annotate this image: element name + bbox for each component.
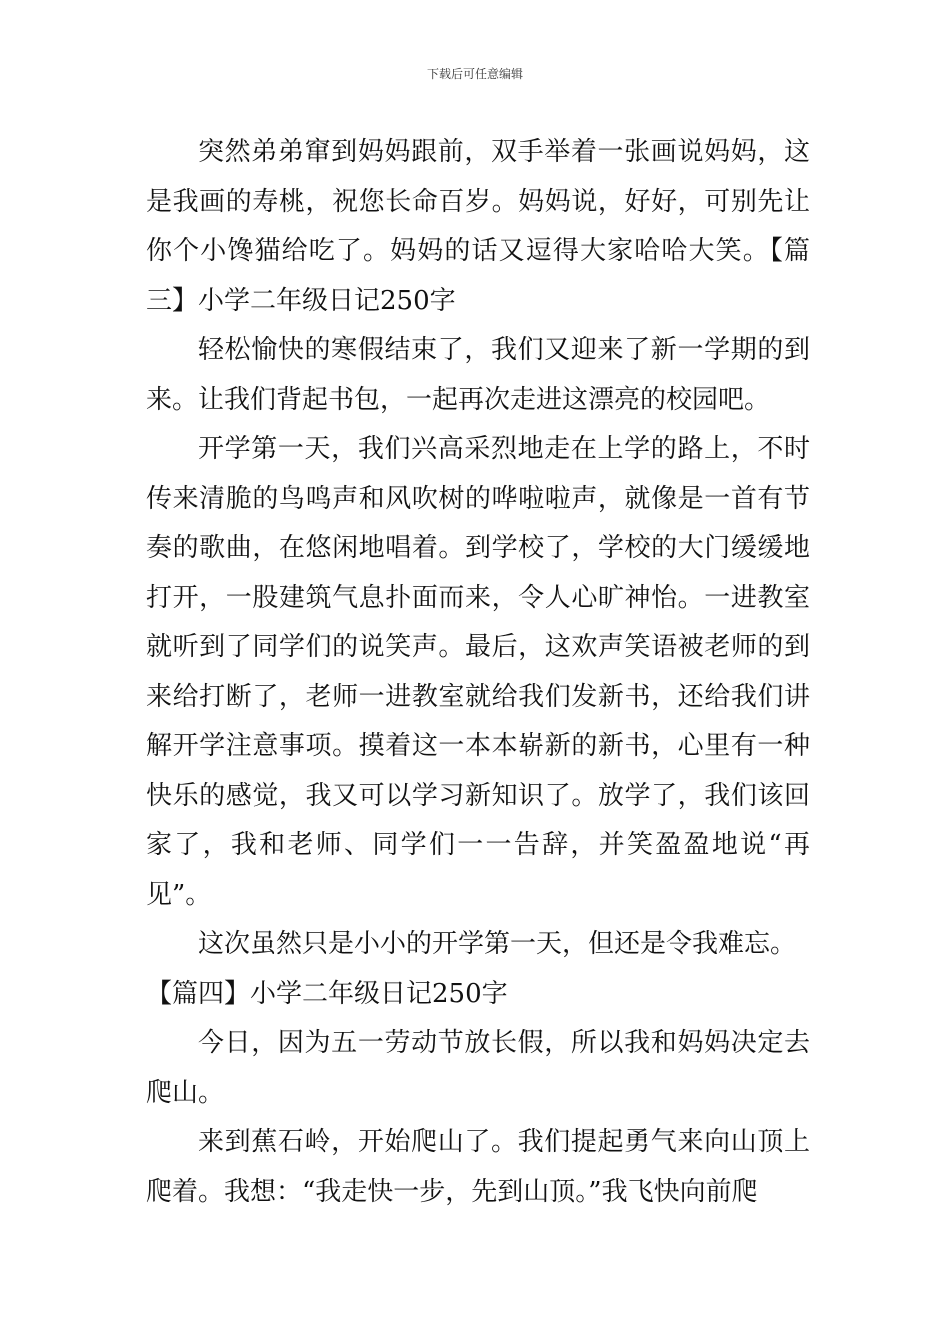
paragraph-1: 突然弟弟窜到妈妈跟前，双手举着一张画说妈妈，这是我画的寿桃，祝您长命百岁。妈妈说，好好，可别先让你个小馋猫给吃了。妈妈的话又逗得大家哈哈大笑。【篇三】小学二年级日记250字	[146, 137, 810, 316]
paragraph-6: 来到蕉石岭，开始爬山了。我们提起勇气来向山顶上爬着。我想：“我走快一步，先到山顶。”我飞快向前爬	[146, 1127, 810, 1207]
paragraph-3: 开学第一天，我们兴高采烈地走在上学的路上，不时传来清脆的鸟鸣声和风吹树的哗啦啦声，就像是一首有节奏的歌曲，在悠闲地唱着。到学校了，学校的大门缓缓地打开，一股建筑气息扑面而来，令人心旷神怡。一进教室就听到了同学们的说笑声。最后，这欢声笑语被老师的到来给打断了，老师一进教室就给我们发新书，还给我们讲解开学注意事项。摸着这一本本崭新的新书，心里有一种快乐的感觉，我又可以学习新知识了。放学了，我们该回家了，我和老师、同学们一一告辞，并笑盈盈地说“再见”。	[146, 434, 810, 910]
page-header: 下载后可任意编辑	[426, 67, 523, 81]
paragraph-4: 这次虽然只是小小的开学第一天，但还是令我难忘。	[198, 929, 797, 959]
paragraph-2: 轻松愉快的寒假结束了，我们又迎来了新一学期的到来。让我们背起书包，一起再次走进这漂亮的校园吧。	[146, 335, 810, 415]
section-heading-4: 【篇四】小学二年级日记250字	[146, 978, 508, 1009]
paragraph-5: 今日，因为五一劳动节放长假，所以我和妈妈决定去爬山。	[146, 1028, 810, 1108]
document-body	[146, 128, 810, 1217]
